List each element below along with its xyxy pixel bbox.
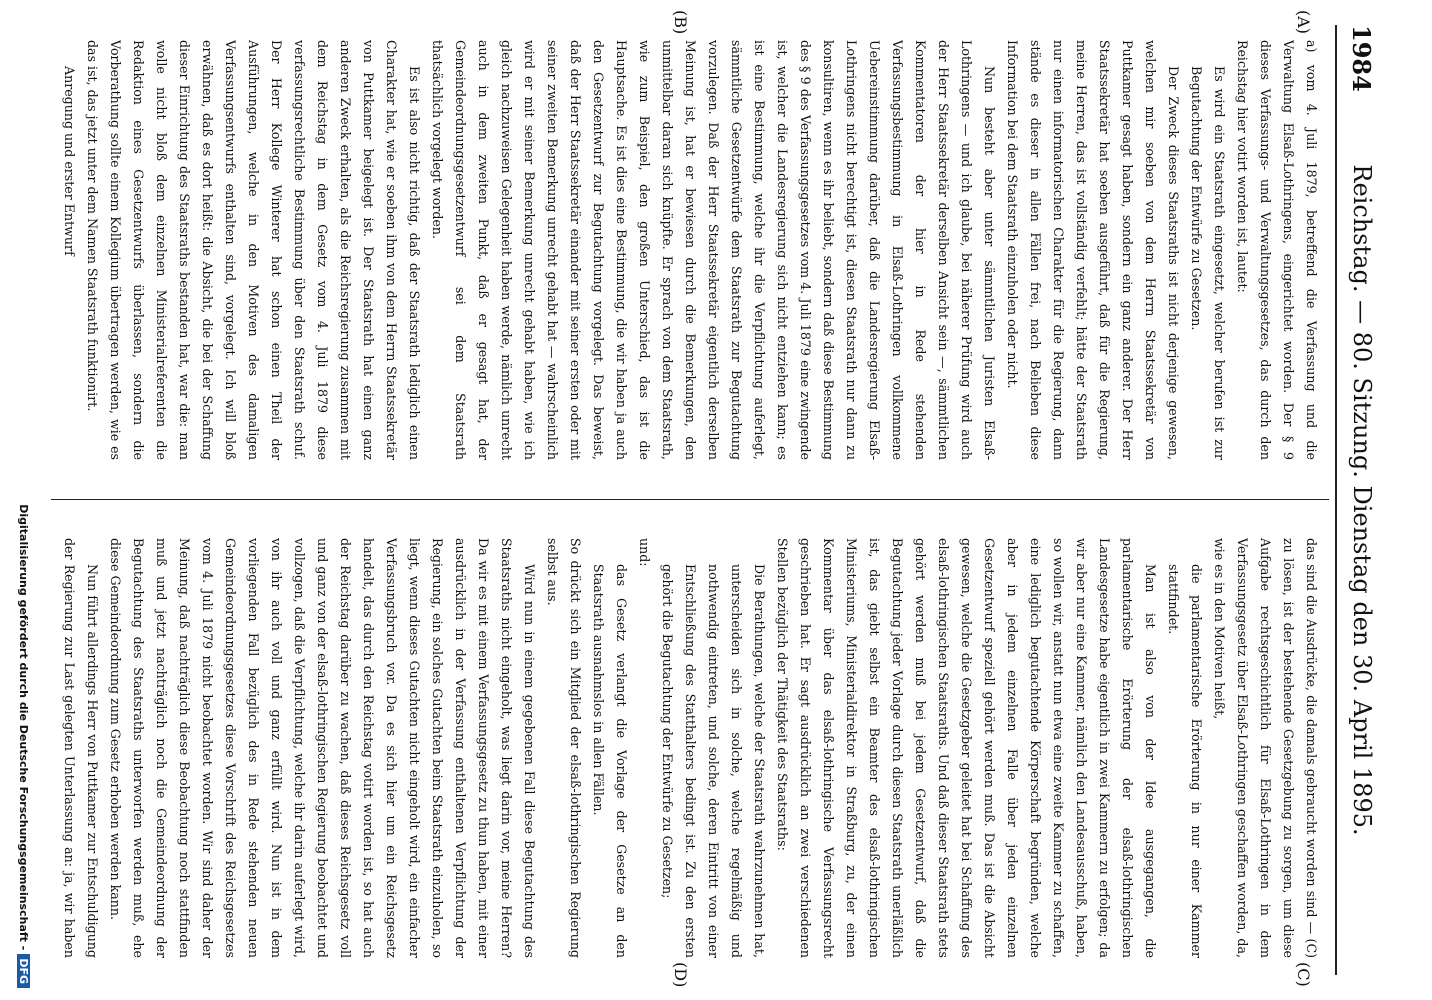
quote-paragraph: Die Berathungen, welche der Staatsrath wahrzunehmen hat, unterscheiden sich in solche, welche regelmäßig und nothwendig eintreten, und solche, deren Eintritt von einer Entschließung des Statthalters bedingt ist. Zu den ersten gehört die Begutachtung der Entwürfe zu Gesetzen; [660, 564, 767, 958]
right-text-column [53, 538, 1323, 958]
margin-mark-b: (B) [671, 10, 690, 35]
running-header [1342, 25, 1380, 975]
quote-paragraph: Es wird ein Staatsrath eingesetzt, welcher berufen ist zur Begutachtung der Entwürfe zu Gesetzen. [1189, 66, 1227, 460]
dfg-logo: DFG [17, 954, 30, 988]
paragraph [53, 40, 58, 460]
paragraph: Es ist also nicht richtig, daß der Staatsrath lediglich einen Charakter hat, wie er soeben ihm von dem Herrn Staatssekretär von Puttkamer beigelegt ist. Der Staatsrath hat einen ganz anderen Zweck erhalten, als die Reichsregierung zusammen mit dem Reichstag in dem Gesetz vom 4. Juli 1879 diese verfassungsrechtliche Bestimmung über den Staatsrath schuf. Der Herr Kollege Winterer hat schon einen Theil der Ausführungen, welche in den Motiven des damaligen Verfassungsentwurfs enthalten sind, vorgelegt. Ich will bloß erwähnen, daß es dort heißt: die Absicht, die bei der Schaffung dieser Einrichtung des Staatsraths bestanden hat, war die: man wolle nicht bloß dem einzelnen Ministerialreferenten die Redaktion eines Gesetzentwurfs überlassen, sondern die Vorberathung sollte einem Kollegium übertragen werden, wie es das ist, das jetzt unter dem Namen Staatsrath funktionirt. [85, 40, 422, 460]
paragraph: und: [637, 538, 652, 567]
column-divider [51, 499, 1329, 500]
left-text-column [53, 40, 1323, 460]
paragraph: Wird nun in einem gegebenen Fall diese Begutachtung des Staatsraths nicht eingeholt, was liegt darin vor, meine Herren? Da wir es mit einem Verfassungsgesetz zu thun haben, mit einer ausdrücklich in der Verfassung enthaltenen Verpflichtung der Regierung, ein solches Gutachten beim Staatsrath einzuholen, so liegt, wenn dieses Gutachten nicht eingeholt wird, ein einfacher Verfassungsbruch vor. Da es sich hier um ein Reichsgesetz handelt, das durch den Reichstag votirt worden ist, so hat auch der Reichstag darüber zu wachen, daß dieses Reichsgesetz voll und ganz von der elsaß-lothringischen Regierung beobachtet und vollzogen, daß die Verpflichtung, welche ihr darin auferlegt wird, von ihr auch voll und ganz erfüllt wird. Nun ist in dem vorliegenden Fall bezüglich des in Rede stehenden neuen Gemeindeordnungsgesetzes diese Vorschrift des Reichsgesetzes vom 4. Juli 1879 nicht beobachtet worden. Wir sind daher der Meinung, daß nachträglich diese Beobachtung noch stattfinden muß und jetzt nachträglich noch die Gemeindeordnung der Begutachtung des Staatsraths unterworfen werden muß, ehe diese Gemeindeordnung zum Gesetz erhoben werden kann. [108, 538, 537, 958]
paragraph: Man ist also von der Idee ausgegangen, die parlamentarische Erörterung der elsaß-lothringischen Landesgesetze habe eigentlich in zwei Kammern zu erfolgen; da wir aber nur eine Kammer, nämlich den Landesausschuß, haben, so wollen wir, anstatt nun etwa eine zweite Kammer zu schaffen, eine lediglich begutachtende Körperschaft begründen, welche aber in jedem einzelnen Falle über jeden einzelnen Gesetzentwurf speziell gehört werden muß. Das ist die Absicht gewesen, welche die Gesetzgeber geleitet hat bei Schaffung des elsaß-lothringischen Staatsraths. Und daß dieser Staatsrath stets gehört werden muß bei jedem Gesetzentwurf, daß die Begutachtung jeder Vorlage durch diesen Staatsrath unerläßlich ist, das giebt selbst ein Beamter des elsaß-lothringischen Ministeriums, Ministerialdirektor in Straßburg, zu, der einen Kommentar über das elsaß-lothringische Verfassungsrecht geschrieben hat. Er sagt ausdrücklich an zwei verschiedenen Stellen bezüglich der Thätigkeit des Staatsraths: [775, 538, 1158, 958]
credit-text: Digitalisierung gefördert durch die Deutsche Forschungsgemeinschaft - [17, 504, 30, 951]
page-number: 1984 [1347, 25, 1376, 92]
paragraph: Der Zweck dieses Staatsraths ist nicht derjenige gewesen, welchen mir soeben von dem Herrn Staatssekretär von Puttkamer gesagt haben, sondern ein ganz anderer. Der Herr Staatssekretär hat soeben ausgeführt, daß für die Regierung, meine Herren, das ist vollständig verfehlt; hätte der Staatsrath nur einen informatorischen Charakter für die Regierung, dann stände es dieser in allen Fällen frei, nach Belieben diese Information bei dem Staatsrath einzuholen oder nicht. [1005, 40, 1181, 460]
margin-mark-d: (D) [671, 962, 690, 988]
paragraph: das sind die Ausdrücke, die damals gebraucht worden sind — (C) zu lösen, ist der bestehende Gesetzgebung zu sorgen, um diese Aufgabe rechtsgeschichtlich für Elsaß-Lothringen in dem Verfassungsgesetz über Elsaß-Lothringen geschaffen worden, da, wie es in den Motiven heißt, [1212, 538, 1319, 958]
quote-paragraph: das Gesetz verlangt die Vorlage der Gesetze an den Staatsrath ausnahmslos in allen Fällen. [591, 564, 629, 958]
margin-mark-a: (A) [1294, 10, 1313, 35]
margin-mark-c: (C) [1294, 962, 1313, 987]
paragraph: a) vom 4. Juli 1879, betreffend die Verfassung und die Verwaltung Elsaß-Lothringens, eingerichtet worden. Der § 9 dieses Verfassungs- und Verwaltungsgesetzes, das durch den Reichstag hier votirt worden ist, lautet: [1235, 40, 1319, 460]
quote-paragraph: Anregung und erster Entwurf [62, 66, 77, 256]
quote-paragraph: die parlamentarische Erörterung in nur einer Kammer stattfindet. [1166, 564, 1204, 958]
paragraph: Nun besteht aber unter sämmtlichen Juristen Elsaß-Lothringens — und ich glaube, bei näherer Prüfung wird auch der Herr Staatssekretär derselben Ansicht sein —, sämmtlichen Kommentatoren der hier in Rede stehenden Verfassungsbestimmung in Elsaß-Lothringen vollkommene Uebereinstimmung darüber, daß die Landesregierung Elsaß-Lothringens nicht berechtigt ist, diesen Staatsrath nur dann zu konsultiren, wenn es ihr beliebt, sondern daß diese Bestimmung des § 9 des Verfassungsgesetzes vom 4. Juli 1879 eine zwingende ist, welcher die Landesregierung sich nicht entziehen kann; es ist eine Bestimmung, welche ihr die Verpflichtung auferlegt, sämmtliche Gesetzentwürfe dem Staatsrath zur Begutachtung vorzulegen. Daß der Herr Staatssekretär eigentlich derselben Meinung ist, hat er bewiesen durch die Bemerkungen, den unmittelbar daran sich knüpfte. Er sprach von dem Staatsrath, wie zum Beispiel, den großen Unterschied, das ist die Hauptsache. Es ist dies eine Bestimmung, die wir haben ja auch den Gesetzentwurf zur Begutachtung vorgelegt. Das beweist, daß der Herr Staatssekretär einander mit seiner ersten oder mit seiner zweiten Bemerkung unrecht gehabt hat — wahrscheinlich wird er mit seiner Bemerkung unrecht gehabt haben, wie ich gleich nachzuweisen Gelegenheit haben werde, nämlich unrecht auch in dem zweiten Punkt, daß er gesagt hat, der Gemeindeordnungsgesetzentwurf sei dem Staatsrath thatsächlich vorgelegt worden. [430, 40, 997, 460]
header-rule [1335, 25, 1337, 975]
digitization-credit [10, 12, 30, 988]
header-title: Reichstag. — 80. Sitzung. Dienstag den 30. April 1895. [1348, 164, 1376, 836]
paragraph: Nun führt allerdings Herr von Puttkamer zur Entschuldigung der Regierung zur Last gelegten Unterlassung an: ja, wir haben [62, 538, 100, 958]
paragraph: So drückt sich ein Mitglied der elsaß-lothringischen Regierung selbst aus. [545, 538, 583, 958]
